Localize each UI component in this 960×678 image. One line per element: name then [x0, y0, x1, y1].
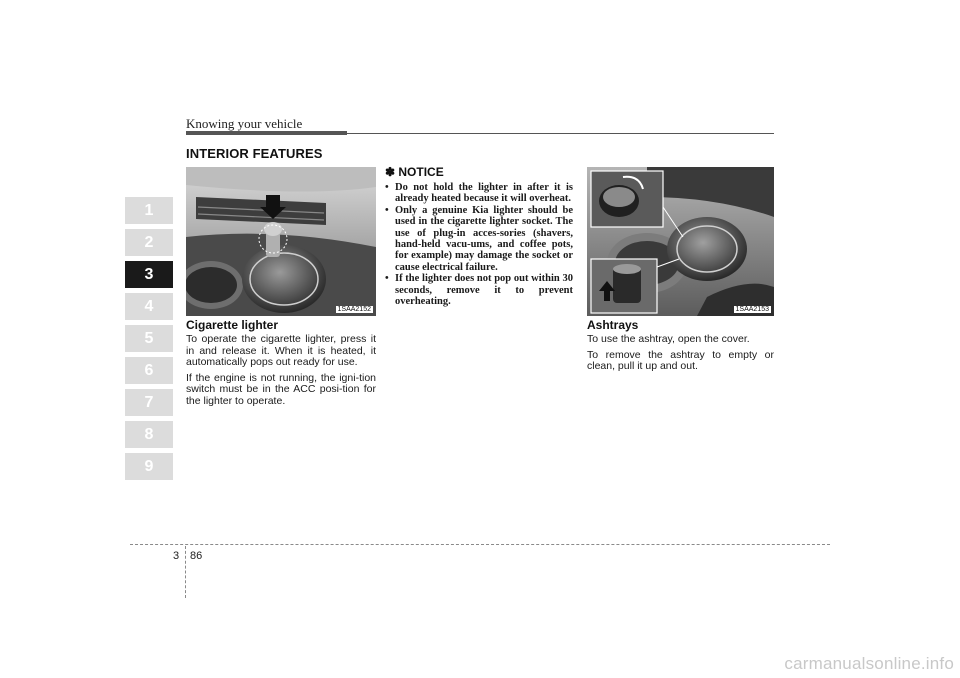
- chapter-tab-2[interactable]: 2: [125, 229, 173, 256]
- chapter-tab-3[interactable]: 3: [125, 261, 173, 288]
- lighter-body: [186, 334, 376, 411]
- chapter-tab-7[interactable]: 7: [125, 389, 173, 416]
- notice-heading: ✽ NOTICE: [385, 165, 444, 179]
- notice-item: • If the lighter does not pop out within 30 seconds, remove it to prevent overheating.: [385, 273, 573, 307]
- ashtrays-paragraph-1: To use the ashtray, open the cover.: [587, 333, 750, 345]
- photo-code: 1SAA2153: [735, 306, 769, 313]
- watermark: carmanualsonline.info: [784, 654, 954, 673]
- lighter-heading: Cigarette lighter: [186, 318, 279, 332]
- ashtray-photo: [587, 167, 774, 316]
- footer-vertical-rule: [185, 546, 186, 598]
- chapter-tab-5[interactable]: 5: [125, 325, 173, 352]
- cigarette-lighter-photo: [186, 167, 376, 316]
- lighter-paragraph-2: If the engine is not running, the igni-tion switch must be in the ACC posi-tion for the lighter to operate.: [186, 371, 376, 407]
- notice-item: • Do not hold the lighter in after it is already heated because it will overheat.: [385, 182, 573, 205]
- ashtray-illustration: [587, 167, 774, 316]
- lighter-paragraph-1: To operate the cigarette lighter, press it in and release it. When it is heated, it automatically pops out ready for use.: [186, 333, 376, 368]
- chapter-tabs: [125, 197, 173, 485]
- notice-list: [385, 182, 573, 307]
- header-rule-thin: [347, 133, 774, 134]
- chapter-tab-4[interactable]: 4: [125, 293, 173, 320]
- ashtrays-paragraph-2: To remove the ashtray to empty or clean, pull it up and out.: [587, 348, 774, 372]
- ashtrays-body: [587, 334, 774, 377]
- footer-page-number: 86: [190, 550, 203, 562]
- chapter-tab-6[interactable]: 6: [125, 357, 173, 384]
- chapter-tab-8[interactable]: 8: [125, 421, 173, 448]
- footer-rule: [130, 544, 830, 545]
- photo-code: 1SAA2152: [337, 306, 371, 313]
- section-title: INTERIOR FEATURES: [186, 146, 323, 161]
- ashtrays-heading: Ashtrays: [587, 318, 639, 332]
- notice-item: • Only a genuine Kia lighter should be used in the cigarette lighter socket. The use of plug-in acces-sories (shavers, hand-held vacu-ums, and coffee pots, for example) may damage the socket or cause electrical failure.: [385, 205, 573, 273]
- cigarette-lighter-illustration: [186, 167, 376, 316]
- header-rule: [186, 131, 347, 135]
- chapter-tab-1[interactable]: 1: [125, 197, 173, 224]
- header-title: Knowing your vehicle: [186, 116, 303, 131]
- footer-chapter-number: 3: [173, 550, 180, 562]
- chapter-tab-9[interactable]: 9: [125, 453, 173, 480]
